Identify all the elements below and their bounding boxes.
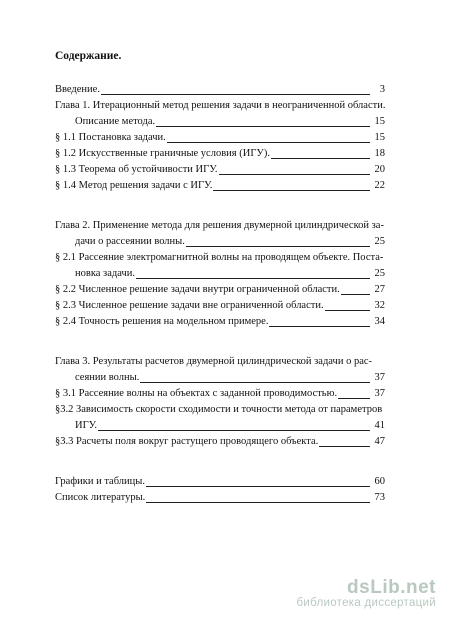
toc-leader (98, 430, 370, 431)
toc-entry-2-1[interactable]: § 2.1 Рассеяние электромагнитной волны на проводящем объекте. Поста- (55, 252, 384, 263)
toc-page-number: 20 (374, 164, 385, 175)
toc-entry-1-3[interactable] (55, 162, 385, 178)
watermark-logo: dsLib.net (347, 577, 436, 598)
section-gap (55, 346, 385, 354)
toc-entry-2-3[interactable] (55, 298, 385, 314)
toc-entry-text: § 2.3 Численное решение задачи вне ограниченной области. (55, 300, 324, 311)
toc-entry-text: § 1.2 Искусственные граничные условия (ИГУ). (55, 148, 270, 159)
toc-leader (319, 446, 370, 447)
toc-leader (146, 486, 370, 487)
toc-chapter3-title-cont[interactable] (55, 370, 385, 386)
toc-entry-text: дачи о рассеянии волны. (75, 236, 185, 247)
toc-chapter1-title[interactable]: Глава 1. Итерационный метод решения задачи в неограниченной области. (55, 100, 386, 111)
toc-page-number: 37 (374, 388, 385, 399)
section-gap (55, 330, 385, 346)
toc-page-number: 25 (374, 236, 385, 247)
toc-entry-graphs[interactable] (55, 474, 385, 490)
toc-leader (213, 190, 370, 191)
toc-entry-text: § 1.3 Теорема об устойчивости ИГУ. (55, 164, 218, 175)
toc-page-number: 15 (374, 116, 385, 127)
toc-page-number: 18 (374, 148, 385, 159)
toc-leader (140, 382, 370, 383)
toc-entry-text: Список литературы. (55, 492, 146, 503)
toc-chapter2-title-cont[interactable] (55, 234, 385, 250)
toc-entry-3-1[interactable] (55, 386, 385, 402)
toc-leader (146, 502, 370, 503)
toc-page-number: 60 (374, 476, 385, 487)
toc-entry-text: сеянии волны. (75, 372, 140, 383)
toc-leader (341, 294, 370, 295)
toc-page-number: 25 (374, 268, 385, 279)
contents-heading: Содержание. (55, 50, 122, 62)
toc-entry-1-4[interactable] (55, 178, 385, 194)
toc-page-number: 3 (379, 84, 385, 95)
toc-entry-text: § 1.1 Постановка задачи. (55, 132, 166, 143)
toc-leader (101, 94, 370, 95)
toc-leader (325, 310, 370, 311)
toc-entry-references[interactable] (55, 490, 385, 506)
toc-page-number: 32 (374, 300, 385, 311)
toc-chapter2-title[interactable]: Глава 2. Применение метода для решения двумерной цилиндрической за- (55, 220, 384, 231)
toc-page-number: 47 (374, 436, 385, 447)
toc-leader (219, 174, 370, 175)
toc-leader (271, 158, 370, 159)
toc-leader (136, 278, 370, 279)
toc-entry-text: § 3.1 Рассеяние волны на объектах с заданной проводимостью. (55, 388, 338, 399)
toc-entry-1-2[interactable] (55, 146, 385, 162)
toc-leader (186, 246, 370, 247)
toc-entry-text: Графики и таблицы. (55, 476, 145, 487)
section-gap (55, 466, 385, 474)
site-watermark (296, 577, 436, 609)
toc-page-number: 73 (374, 492, 385, 503)
toc-leader (167, 142, 370, 143)
toc-entry-text: § 1.4 Метод решения задачи с ИГУ. (55, 180, 213, 191)
section-gap (55, 194, 385, 210)
toc-entry-text: § 2.2 Численное решение задачи внутри ограниченной области. (55, 284, 340, 295)
toc-entry-intro[interactable] (55, 82, 385, 98)
toc-entry-text: ИГУ. (75, 420, 97, 431)
toc-entry-3-2[interactable]: §3.2 Зависимость скорости сходимости и точности метода от параметров (55, 404, 383, 415)
toc-entry-3-2-cont[interactable] (55, 418, 385, 434)
toc-entry-2-4[interactable] (55, 314, 385, 330)
toc-page-number: 22 (374, 180, 385, 191)
toc-chapter1-title-cont[interactable] (55, 114, 385, 130)
toc-leader (269, 326, 370, 327)
toc-entry-3-3[interactable] (55, 434, 385, 450)
toc-entry-2-1-cont[interactable] (55, 266, 385, 282)
toc-leader (338, 398, 370, 399)
toc-chapter3-title[interactable]: Глава 3. Результаты расчетов двумерной цилиндрической задачи о рас- (55, 356, 373, 367)
toc-entry-text: Введение. (55, 84, 100, 95)
toc-entry-1-1[interactable] (55, 130, 385, 146)
toc-entry-text: § 2.4 Точность решения на модельном примере. (55, 316, 269, 327)
section-gap (55, 210, 385, 218)
section-gap (55, 450, 385, 466)
toc-entry-2-2[interactable] (55, 282, 385, 298)
toc-page-number: 37 (374, 372, 385, 383)
toc-entry-text: новка задачи. (75, 268, 135, 279)
toc-leader (156, 126, 370, 127)
toc-entry-text: Описание метода. (75, 116, 156, 127)
toc-page-number: 15 (374, 132, 385, 143)
toc-page-number: 34 (374, 316, 385, 327)
watermark-subtitle: библиотека диссертаций (296, 597, 436, 609)
toc-page-number: 27 (374, 284, 385, 295)
table-of-contents (55, 82, 385, 506)
toc-page-number: 41 (374, 420, 385, 431)
toc-entry-text: §3.3 Расчеты поля вокруг растущего проводящего объекта. (55, 436, 319, 447)
